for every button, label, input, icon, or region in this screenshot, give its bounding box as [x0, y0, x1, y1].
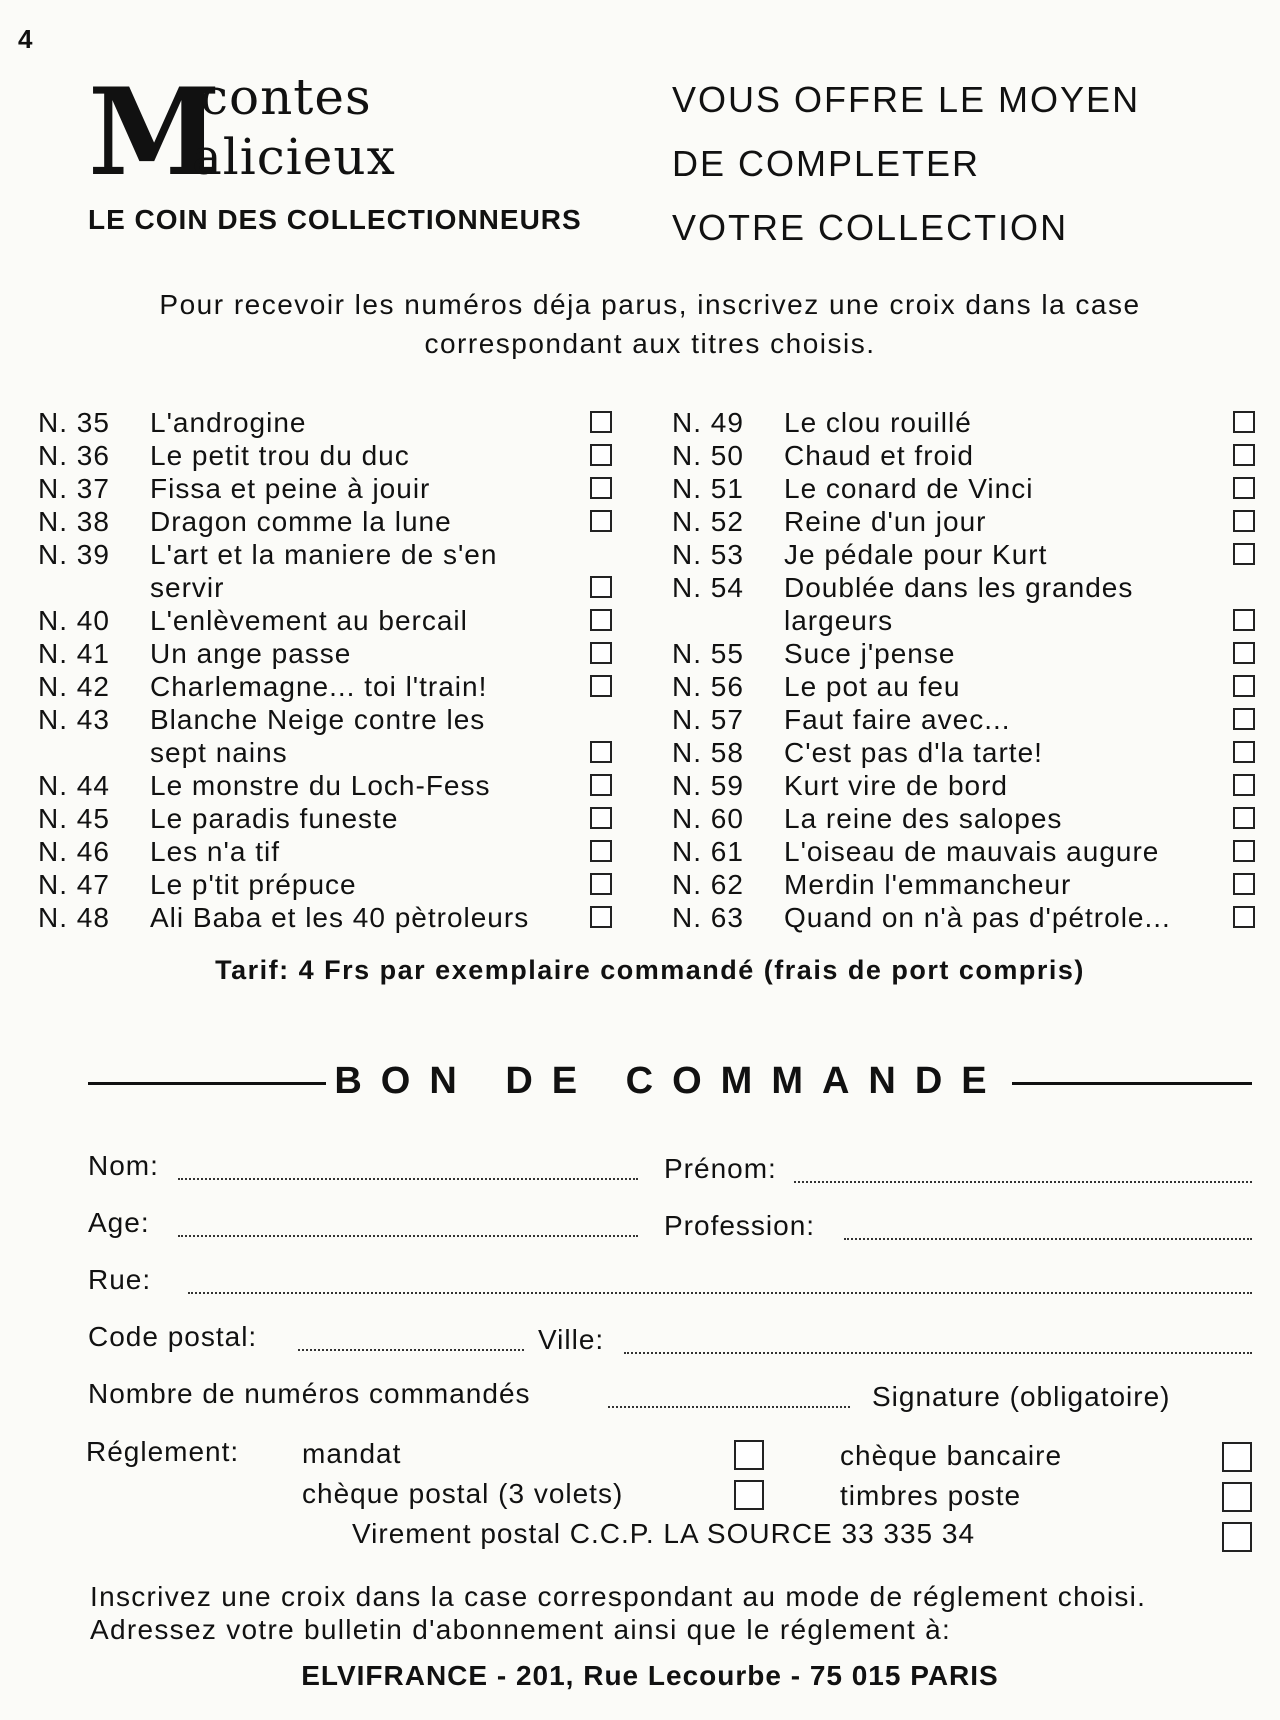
issue-checkbox[interactable] [590, 873, 612, 895]
issue-title: Suce j'pense [784, 638, 956, 669]
profession-field[interactable] [844, 1238, 1252, 1240]
intro-line: correspondant aux titres choisis. [424, 328, 876, 359]
issue-row [672, 670, 1262, 703]
issue-checkbox[interactable] [1233, 840, 1255, 862]
logo-word-malicieux: alicieux [192, 128, 396, 186]
page-number: 4 [18, 24, 33, 54]
intro-line: Pour recevoir les numéros déja parus, inscrivez une croix dans la case [159, 289, 1141, 320]
issue-number: N. 36 [38, 440, 110, 471]
issue-row [38, 439, 628, 472]
ville-label: Ville: [538, 1324, 605, 1355]
issue-checkbox[interactable] [590, 741, 612, 763]
issue-number: N. 53 [672, 539, 744, 570]
issue-checkbox[interactable] [590, 675, 612, 697]
ville-field[interactable] [624, 1352, 1252, 1354]
issue-checkbox[interactable] [1233, 642, 1255, 664]
issue-checkbox[interactable] [590, 774, 612, 796]
issue-title: L'enlèvement au bercail [150, 605, 468, 636]
issue-list-left [38, 406, 628, 934]
issue-row [38, 538, 628, 604]
issue-title: Dragon comme la lune [150, 506, 452, 537]
issue-number: N. 51 [672, 473, 744, 504]
issue-checkbox[interactable] [590, 477, 612, 499]
issue-title: Le conard de Vinci [784, 473, 1034, 504]
instruction-line: Inscrivez une croix dans la case correspondant au mode de réglement choisi. [90, 1581, 1147, 1612]
issue-title: Les n'a tif [150, 836, 280, 867]
nom-label: Nom: [88, 1150, 159, 1181]
offer-heading [672, 68, 1140, 260]
issue-row [38, 835, 628, 868]
offer-line: VOTRE COLLECTION [672, 207, 1069, 248]
issue-title: L'oiseau de mauvais augure [784, 836, 1160, 867]
cheque-bancaire-checkbox[interactable] [1222, 1442, 1252, 1472]
reglement-label: Réglement: [86, 1436, 240, 1467]
instruction-line: Adressez votre bulletin d'abonnement ainsi que le réglement à: [90, 1614, 952, 1645]
issue-number: N. 43 [38, 704, 110, 735]
issue-number: N. 44 [38, 770, 110, 801]
issue-checkbox[interactable] [1233, 510, 1255, 532]
issue-checkbox[interactable] [1233, 411, 1255, 433]
issue-row [38, 703, 628, 769]
profession-label: Profession: [664, 1210, 816, 1241]
issue-row [38, 505, 628, 538]
issue-row [38, 406, 628, 439]
issue-row [38, 637, 628, 670]
contes-malicieux-logo [88, 62, 448, 187]
issue-checkbox[interactable] [1233, 807, 1255, 829]
age-field[interactable] [178, 1235, 638, 1237]
issue-checkbox[interactable] [590, 807, 612, 829]
issue-row [38, 868, 628, 901]
issue-checkbox[interactable] [590, 642, 612, 664]
issue-title: L'art et la maniere de s'en servir [150, 539, 498, 603]
issue-title: Kurt vire de bord [784, 770, 1008, 801]
issue-title: Un ange passe [150, 638, 352, 669]
subtitle-collectors: LE COIN DES COLLECTIONNEURS [88, 204, 582, 235]
divider-right [1012, 1082, 1252, 1085]
issue-checkbox[interactable] [590, 444, 612, 466]
issue-checkbox[interactable] [1233, 708, 1255, 730]
issue-row [38, 802, 628, 835]
prenom-label: Prénom: [664, 1153, 777, 1184]
issue-title: Blanche Neige contre les sept nains [150, 704, 486, 768]
timbres-label: timbres poste [840, 1480, 1022, 1511]
tarif-text: Tarif: 4 Frs par exemplaire commandé (frais de port compris) [215, 955, 1085, 985]
issue-number: N. 63 [672, 902, 744, 933]
issue-number: N. 52 [672, 506, 744, 537]
issue-number: N. 45 [38, 803, 110, 834]
issue-checkbox[interactable] [1233, 477, 1255, 499]
issue-row [672, 703, 1262, 736]
issue-title: Faut faire avec... [784, 704, 1011, 735]
issue-checkbox[interactable] [1233, 675, 1255, 697]
logo-graphic [88, 62, 448, 187]
issue-title: Doublée dans les grandes largeurs [784, 572, 1134, 636]
offer-line: VOUS OFFRE LE MOYEN [672, 79, 1141, 120]
issue-checkbox[interactable] [1233, 444, 1255, 466]
issue-title: Le clou rouillé [784, 407, 972, 438]
issue-checkbox[interactable] [1233, 873, 1255, 895]
issue-title: Ali Baba et les 40 pètroleurs [150, 902, 530, 933]
issue-row [672, 406, 1262, 439]
cheque-postal-checkbox[interactable] [734, 1480, 764, 1510]
issue-title: Reine d'un jour [784, 506, 987, 537]
issue-row [38, 901, 628, 934]
issue-number: N. 49 [672, 407, 744, 438]
issue-row [672, 439, 1262, 472]
issue-row [38, 604, 628, 637]
issue-row [672, 901, 1262, 934]
issue-checkbox[interactable] [590, 510, 612, 532]
issue-number: N. 58 [672, 737, 744, 768]
issue-checkbox[interactable] [590, 411, 612, 433]
issue-title: Charlemagne... toi l'train! [150, 671, 488, 702]
issue-number: N. 39 [38, 539, 110, 570]
timbres-checkbox[interactable] [1222, 1482, 1252, 1512]
issue-row [672, 835, 1262, 868]
virement-checkbox[interactable] [1222, 1522, 1252, 1552]
mailing-address: ELVIFRANCE - 201, Rue Lecourbe - 75 015 PARIS [301, 1660, 999, 1691]
issue-number: N. 61 [672, 836, 744, 867]
logo-word-contes: contes [200, 68, 372, 126]
issue-row [672, 505, 1262, 538]
virement-label: Virement postal C.C.P. LA SOURCE 33 335 34 [352, 1518, 976, 1549]
issue-title: Fissa et peine à jouir [150, 473, 431, 504]
issue-title: C'est pas d'la tarte! [784, 737, 1043, 768]
issue-number: N. 56 [672, 671, 744, 702]
issue-title: Le petit trou du duc [150, 440, 410, 471]
issue-row [672, 571, 1262, 637]
issue-number: N. 38 [38, 506, 110, 537]
issue-row [672, 802, 1262, 835]
issue-checkbox[interactable] [590, 840, 612, 862]
issue-checkbox[interactable] [1233, 543, 1255, 565]
signature-label: Signature (obligatoire) [872, 1381, 1171, 1412]
issue-list-right [672, 406, 1262, 934]
issue-title: L'androgine [150, 407, 307, 438]
issue-number: N. 54 [672, 572, 744, 603]
issue-checkbox[interactable] [590, 906, 612, 928]
cheque-bancaire-label: chèque bancaire [840, 1440, 1063, 1471]
issue-row [672, 868, 1262, 901]
issue-checkbox[interactable] [1233, 741, 1255, 763]
cheque-postal-label: chèque postal (3 volets) [302, 1478, 624, 1509]
issue-number: N. 46 [38, 836, 110, 867]
issue-number: N. 60 [672, 803, 744, 834]
issue-title: Le pot au feu [784, 671, 961, 702]
issue-number: N. 40 [38, 605, 110, 636]
issue-title: Je pédale pour Kurt [784, 539, 1048, 570]
issue-row [38, 670, 628, 703]
issue-number: N. 62 [672, 869, 744, 900]
issue-number: N. 50 [672, 440, 744, 471]
issue-number: N. 59 [672, 770, 744, 801]
instructions [90, 1580, 1146, 1646]
issue-number: N. 47 [38, 869, 110, 900]
mandat-checkbox[interactable] [734, 1440, 764, 1470]
issue-checkbox[interactable] [1233, 774, 1255, 796]
prenom-field[interactable] [794, 1181, 1252, 1183]
nombre-field[interactable] [608, 1406, 850, 1408]
offer-line: DE COMPLETER [672, 143, 981, 184]
issue-number: N. 57 [672, 704, 744, 735]
rue-field[interactable] [188, 1292, 1252, 1294]
intro-text [80, 285, 1220, 363]
issue-row [672, 637, 1262, 670]
issue-row [672, 769, 1262, 802]
issue-number: N. 55 [672, 638, 744, 669]
mandat-label: mandat [302, 1438, 402, 1469]
issue-title: Quand on n'à pas d'pétrole... [784, 902, 1171, 933]
order-form-title: BON DE COMMANDE [334, 1060, 1006, 1102]
issue-title: Le p'tit prépuce [150, 869, 357, 900]
issue-checkbox[interactable] [1233, 906, 1255, 928]
issue-row [38, 769, 628, 802]
code-postal-label: Code postal: [88, 1321, 258, 1352]
issue-number: N. 42 [38, 671, 110, 702]
logo-initial: M [88, 62, 221, 187]
divider-left [88, 1082, 326, 1085]
issue-number: N. 48 [38, 902, 110, 933]
issue-row [38, 472, 628, 505]
issue-checkbox[interactable] [590, 576, 612, 598]
issue-title: La reine des salopes [784, 803, 1063, 834]
issue-checkbox[interactable] [1233, 609, 1255, 631]
issue-title: Chaud et froid [784, 440, 974, 471]
nom-field[interactable] [178, 1178, 638, 1180]
code-postal-field[interactable] [298, 1349, 524, 1351]
issue-row [672, 472, 1262, 505]
issue-row [672, 736, 1262, 769]
issue-checkbox[interactable] [590, 609, 612, 631]
issue-title: Merdin l'emmancheur [784, 869, 1072, 900]
rue-label: Rue: [88, 1264, 152, 1295]
age-label: Age: [88, 1207, 150, 1238]
issue-title: Le paradis funeste [150, 803, 399, 834]
issue-title: Le monstre du Loch-Fess [150, 770, 491, 801]
nombre-label: Nombre de numéros commandés [88, 1378, 531, 1409]
issue-number: N. 37 [38, 473, 110, 504]
issue-number: N. 35 [38, 407, 110, 438]
issue-number: N. 41 [38, 638, 110, 669]
issue-row [672, 538, 1262, 571]
